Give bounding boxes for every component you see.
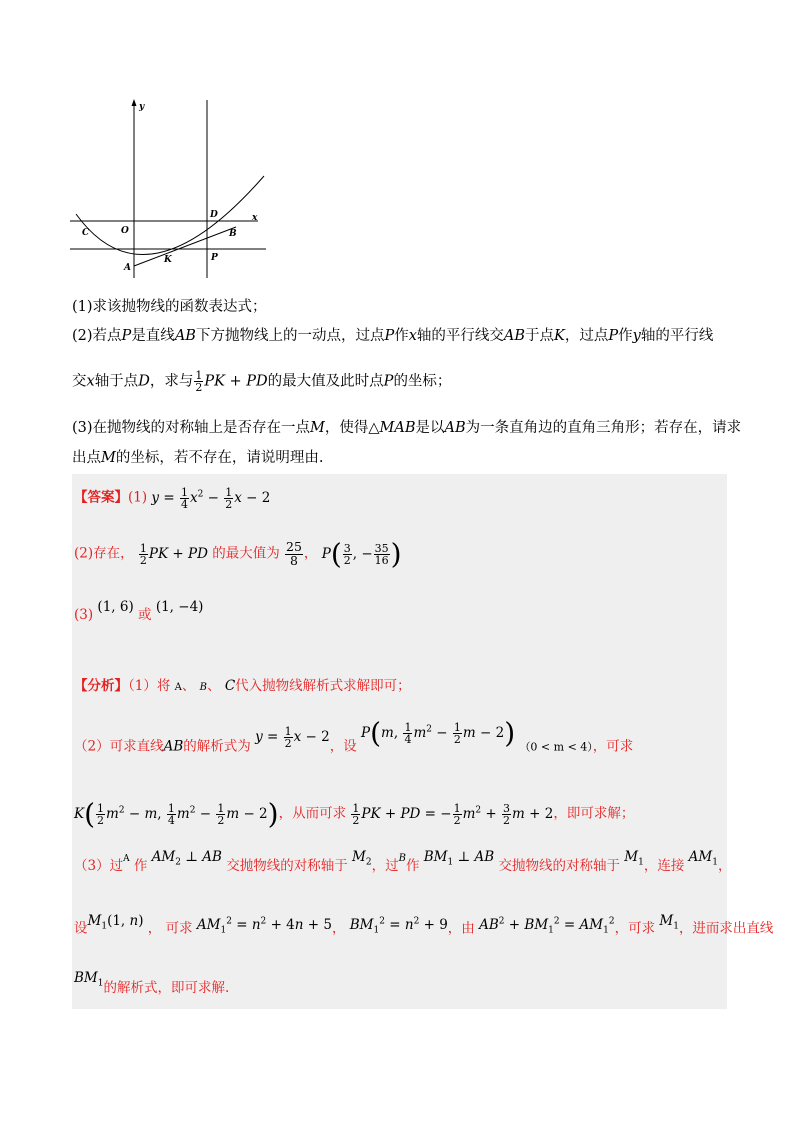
answer-1-equation: y = $\frac{1}{4}$ $x^2$ − $\frac{1}{2}$ x − 2 — [151, 485, 271, 511]
answer-max-value: $\frac{25}{8}$ — [286, 539, 302, 568]
analysis-line-5: 设$M_1(1$, n) ， 可求 $AM_1^2 = n^2 + 4n + 5$， $BM_1^2 = n^2 + 9$，由 $AB^2 + BM_1^2 = AM_1^2$，可求 $M_1$，进而求出直线 — [74, 912, 774, 937]
fraction-half: $\frac{1}{2}$ — [195, 369, 203, 394]
question-2-line1: (2)若点P是直线AB下方抛物线上的一动点，过点P作x轴的平行线交AB于点K，过点P作y轴的平行线 — [72, 328, 714, 344]
label-A: A — [124, 263, 131, 273]
question-3-line2: 出点M的坐标，若不存在，请说明理由. — [72, 450, 324, 466]
analysis-line-4: （3）过$^A$ 作 $AM_2$ ⊥ AB 交抛物线的对称轴于 $M_2$，过$^B$作 $BM_1$ ⊥ AB 交抛物线的对称轴于 $M_1$，连接 $AM_1$， — [74, 849, 732, 874]
answer-point-P: P( $\frac{3}{2}$ , − $\frac{35}{16}$ ) — [321, 537, 402, 570]
label-C: C — [82, 228, 90, 238]
analysis-line-2: （2）可求直线AB的解析式为 y = $\frac{1}{2}$ x − 2，设 P(m, $\frac{1}{4}$ $m^2$ − $\frac{1}{2}$ m − 2) （0 < m < 4），可求 — [74, 716, 634, 755]
label-x: x — [252, 213, 258, 223]
parabola-figure — [66, 96, 276, 281]
label-P: P — [211, 253, 218, 263]
analysis-line-6: $BM_1$的解析式，即可求解. — [74, 970, 230, 996]
label-O: O — [121, 226, 129, 236]
analysis-line-1: 【分析】（1）将 A、 B、 C代入抛物线解析式求解即可； — [74, 678, 411, 694]
question-2-line2: 交x轴于点D，求与 $\frac{1}{2}$ PK + PD的最大值及此时点P的坐标； — [72, 369, 452, 394]
label-K: K — [164, 255, 172, 265]
analysis-line-3: K( $\frac{1}{2}$ $m^2 - m$, $\frac{1}{4}$ $m^2$ − $\frac{1}{2}$ m − 2)，从而可求 $\frac{1}{2}$ PK + PD = − $\frac{1}{2}$ $m^2$ + $\frac{3}{2}$ m + 2，即可求解； — [74, 797, 635, 830]
answer-line-1: 【答案】(1) y = $\frac{1}{4}$ $x^2$ − $\frac{1}{2}$ x − 2 — [74, 485, 271, 511]
question-3-line1: (3)在抛物线的对称轴上是否存在一点M，使得△MAB是以AB为一条直角边的直角三角形；若存在，请求 — [72, 420, 742, 436]
label-y: y — [139, 102, 145, 112]
answer-line-3: (3) (1, 6) 或 (1, −4) — [74, 599, 204, 623]
label-D: D — [210, 210, 218, 220]
label-B: B — [229, 229, 237, 239]
question-1: (1)求该抛物线的函数表达式； — [72, 299, 267, 315]
point-K-expression: K( $\frac{1}{2}$ $m^2 - m$, $\frac{1}{4}$ $m^2$ − $\frac{1}{2}$ m − 2) — [74, 797, 279, 830]
answer-line-2: (2)存在， $\frac{1}{2}$ PK + PD 的最大值为 $\frac{25}{8}$ ， P( $\frac{3}{2}$ , − $\frac{35}{16}$ ) — [74, 537, 402, 570]
